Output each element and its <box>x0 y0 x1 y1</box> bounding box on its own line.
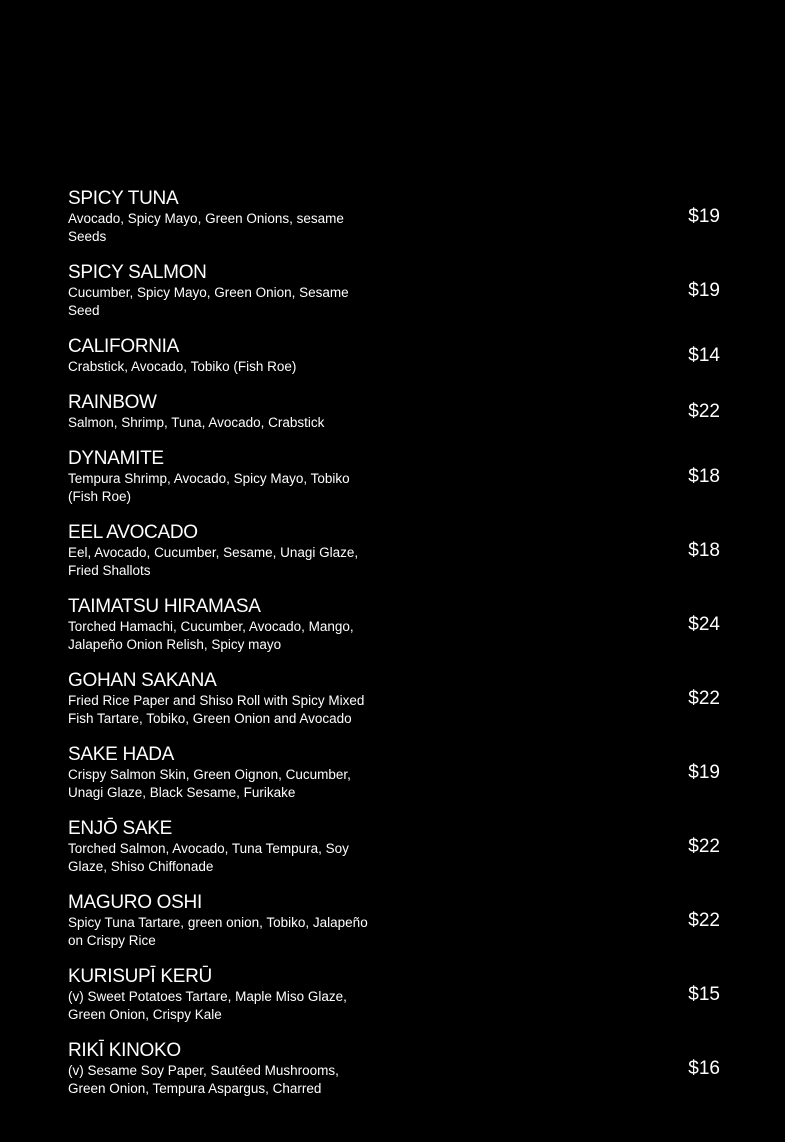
menu-item-text <box>68 596 378 654</box>
menu-item-riki-kinoko <box>68 1040 720 1098</box>
menu-item-text <box>68 392 378 432</box>
menu-item-rainbow <box>68 392 720 432</box>
menu-item-dynamite <box>68 448 720 506</box>
menu-item-description: Torched Hamachi, Cucumber, Avocado, Mango, Jalapeño Onion Relish, Spicy mayo <box>68 619 354 652</box>
menu-item-text <box>68 818 378 876</box>
menu-item-spicy-tuna <box>68 188 720 246</box>
menu-item-name: EEL AVOCADO <box>68 522 198 543</box>
menu-item-maguro-oshi <box>68 892 720 950</box>
menu-item-text <box>68 744 378 802</box>
menu-item-description: Avocado, Spicy Mayo, Green Onions, sesame Seeds <box>68 211 344 244</box>
menu-item-price: $22 <box>688 401 720 422</box>
menu-item-price: $24 <box>688 614 720 635</box>
menu-item-description: (v) Sesame Soy Paper, Sautéed Mushrooms, Green Onion, Tempura Aspargus, Charred <box>68 1063 339 1096</box>
menu-item-sake-hada <box>68 744 720 802</box>
menu-item-description: Crispy Salmon Skin, Green Oignon, Cucumber, Unagi Glaze, Black Sesame, Furikake <box>68 767 351 800</box>
menu-item-text <box>68 522 378 580</box>
menu-item-price: $19 <box>688 762 720 783</box>
menu-item-price: $19 <box>688 206 720 227</box>
menu-item-description: Tempura Shrimp, Avocado, Spicy Mayo, Tobiko (Fish Roe) <box>68 471 350 504</box>
menu-item-price: $18 <box>688 540 720 561</box>
menu-item-text <box>68 670 378 728</box>
menu-item-price: $22 <box>688 910 720 931</box>
menu-item-name: KURISUPĪ KERŪ <box>68 966 212 987</box>
menu-item-name: SPICY SALMON <box>68 262 207 283</box>
menu-item-text <box>68 448 378 506</box>
menu-item-price: $18 <box>688 466 720 487</box>
menu-item-description: Spicy Tuna Tartare, green onion, Tobiko, Jalapeño on Crispy Rice <box>68 915 368 948</box>
menu-item-eel-avocado <box>68 522 720 580</box>
menu-item-description: Crabstick, Avocado, Tobiko (Fish Roe) <box>68 359 297 374</box>
menu-item-enjo-sake <box>68 818 720 876</box>
menu-item-california <box>68 336 720 376</box>
menu-item-name: SPICY TUNA <box>68 188 179 209</box>
menu-item-text <box>68 892 378 950</box>
menu-item-name: GOHAN SAKANA <box>68 670 217 691</box>
menu-item-text <box>68 262 378 320</box>
menu-item-description: Eel, Avocado, Cucumber, Sesame, Unagi Glaze, Fried Shallots <box>68 545 359 578</box>
menu-item-gohan-sakana <box>68 670 720 728</box>
menu-item-kurisupi-keru <box>68 966 720 1024</box>
menu-item-taimatsu-hiramasa <box>68 596 720 654</box>
menu-item-price: $22 <box>688 836 720 857</box>
menu-item-text <box>68 966 378 1024</box>
menu-item-name: CALIFORNIA <box>68 336 180 357</box>
menu-item-description: Fried Rice Paper and Shiso Roll with Spicy Mixed Fish Tartare, Tobiko, Green Onion and Avocado <box>68 693 365 726</box>
menu-item-spicy-salmon <box>68 262 720 320</box>
menu-item-description: Cucumber, Spicy Mayo, Green Onion, Sesame Seed <box>68 285 349 318</box>
menu-item-text <box>68 188 378 246</box>
menu-item-text <box>68 336 378 376</box>
menu-item-name: RIKĪ KINOKO <box>68 1040 181 1061</box>
menu-item-name: DYNAMITE <box>68 448 164 469</box>
menu-item-price: $16 <box>688 1058 720 1079</box>
menu-item-name: RAINBOW <box>68 392 157 413</box>
menu-item-name: MAGURO OSHI <box>68 892 202 913</box>
menu-item-description: Salmon, Shrimp, Tuna, Avocado, Crabstick <box>68 415 325 430</box>
menu-item-price: $19 <box>688 280 720 301</box>
menu-item-price: $15 <box>688 984 720 1005</box>
menu-item-description: Torched Salmon, Avocado, Tuna Tempura, Soy Glaze, Shiso Chiffonade <box>68 841 349 874</box>
menu-list <box>68 188 720 1114</box>
menu-item-name: SAKE HADA <box>68 744 175 765</box>
menu-item-description: (v) Sweet Potatoes Tartare, Maple Miso Glaze, Green Onion, Crispy Kale <box>68 989 347 1022</box>
menu-item-price: $14 <box>688 345 720 366</box>
menu-item-text <box>68 1040 378 1098</box>
menu-item-name: ENJŌ SAKE <box>68 818 172 839</box>
menu-item-price: $22 <box>688 688 720 709</box>
menu-item-name: TAIMATSU HIRAMASA <box>68 596 261 617</box>
